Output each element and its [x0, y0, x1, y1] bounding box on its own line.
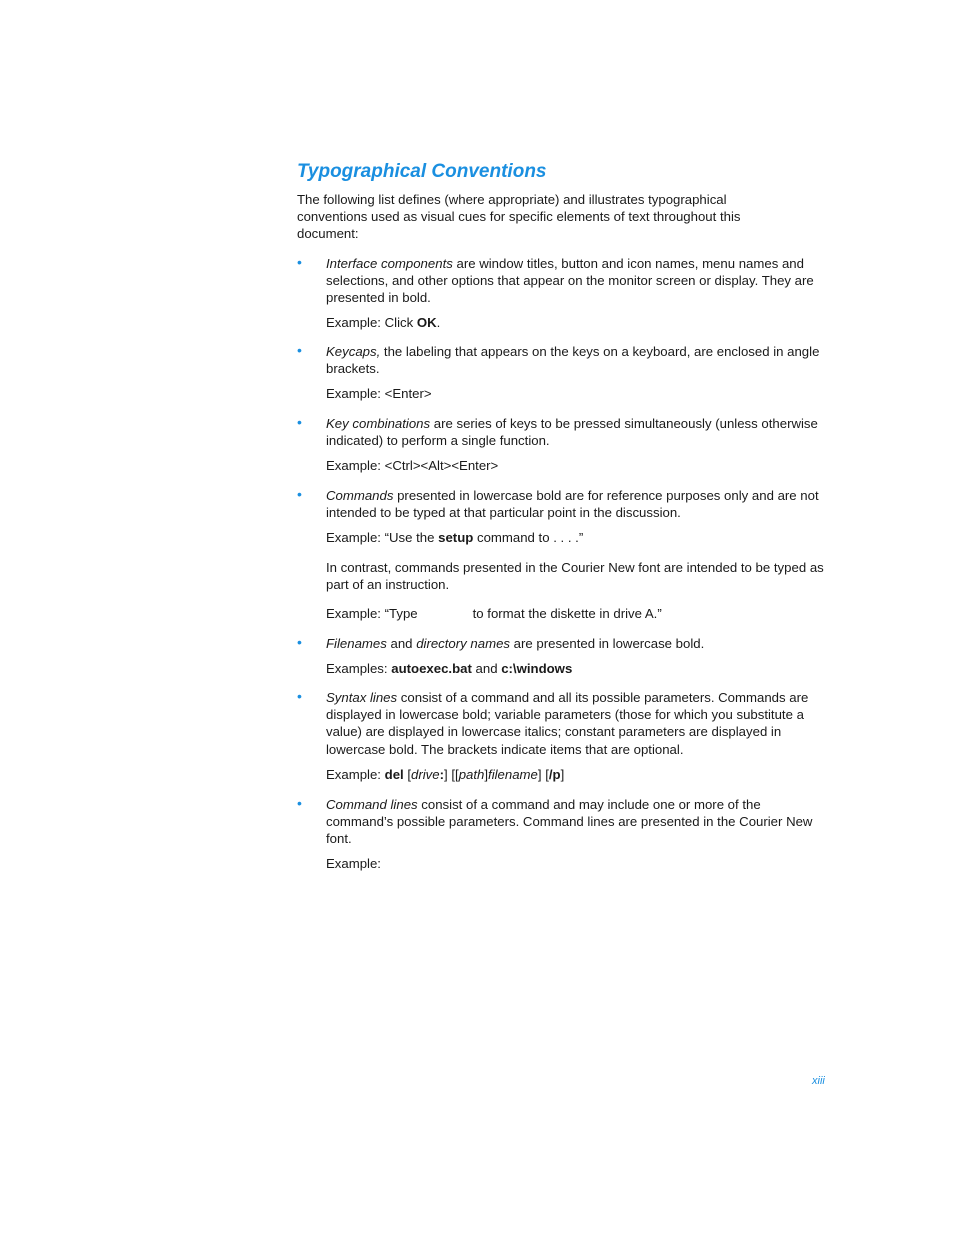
- syntax-switch: /p: [548, 767, 561, 782]
- list-item-commands: [297, 487, 827, 521]
- term: Filenames: [326, 636, 387, 651]
- term: Commands: [326, 488, 394, 503]
- example-key-combinations: Example: <Ctrl><Alt><Enter>: [326, 458, 499, 473]
- contrast-paragraph: In contrast, commands presented in the Courier New font are intended to be typed as part of an instruction.: [326, 560, 824, 593]
- list-item-filenames: [297, 635, 827, 652]
- item-text: consist of a command and may include one or more of the command’s possible parameters. Command lines are presented in the Courier New font.: [326, 797, 813, 847]
- term: Command lines: [326, 797, 418, 812]
- example-bold: setup: [438, 530, 474, 545]
- example-prefix: Examples:: [326, 661, 392, 676]
- item-text: are series of keys to be pressed simultaneously (unless otherwise indicated) to perform a single function.: [326, 416, 818, 449]
- syntax-bracket: ]: [560, 767, 565, 782]
- page-title: Typographical Conventions: [297, 161, 547, 182]
- term: Interface components: [326, 256, 453, 271]
- example-commands: [326, 529, 583, 546]
- example-bold: OK: [416, 315, 437, 330]
- syntax-bracket: ] [[: [444, 767, 459, 782]
- list-item-syntax-lines: [297, 689, 827, 758]
- example-suffix: command to . . . .”: [473, 530, 584, 545]
- syntax-colon: :: [439, 767, 445, 782]
- bullet-icon: •: [297, 486, 302, 502]
- example-keycaps: Example: <Enter>: [326, 386, 432, 401]
- page-number: xiii: [812, 1075, 825, 1087]
- bullet-icon: •: [297, 795, 302, 811]
- bullet-icon: •: [297, 254, 302, 270]
- syntax-bracket: ] [: [537, 767, 549, 782]
- list-item-key-combinations: [297, 415, 827, 449]
- bullet-icon: •: [297, 414, 302, 430]
- example-mid: and: [471, 661, 502, 676]
- example-prefix: Example: “Type: [326, 606, 418, 621]
- example-bold-2: c:\windows: [501, 661, 573, 676]
- example-filenames: [326, 660, 572, 677]
- bullet-icon: •: [297, 342, 302, 358]
- syntax-command: del: [384, 767, 404, 782]
- example-courier-command: [326, 605, 662, 622]
- syntax-filename: filename: [488, 767, 538, 782]
- example-suffix: to format the diskette in drive A.”: [472, 606, 662, 621]
- example-prefix: Example:: [326, 767, 385, 782]
- example-bold: autoexec.bat: [391, 661, 472, 676]
- example-suffix: .: [436, 315, 441, 330]
- bullet-icon: •: [297, 688, 302, 704]
- item-text: are window titles, button and icon names, menu names and selections, and other options that appear on the monitor screen or display. They are presented in bold.: [326, 256, 814, 306]
- bullet-icon: •: [297, 634, 302, 650]
- term: Syntax lines: [326, 690, 398, 705]
- syntax-path: path: [458, 767, 485, 782]
- example-syntax-line: [326, 766, 564, 783]
- item-text: are presented in lowercase bold.: [510, 636, 705, 651]
- list-item-interface-components: [297, 255, 827, 307]
- term-2: directory names: [416, 636, 511, 651]
- term: Keycaps,: [326, 344, 381, 359]
- item-text: presented in lowercase bold are for reference purposes only and are not intended to be typed at that particular point in the discussion.: [326, 488, 819, 521]
- syntax-drive: drive: [411, 767, 440, 782]
- example-prefix: Example: “Use the: [326, 530, 439, 545]
- syntax-bracket: [: [403, 767, 412, 782]
- item-text: the labeling that appears on the keys on a keyboard, are enclosed in angle brackets.: [326, 344, 820, 377]
- syntax-bracket: ]: [484, 767, 489, 782]
- example-command-lines: Example:: [326, 856, 381, 871]
- example-interface-components: [326, 314, 440, 331]
- item-text-mid: and: [386, 636, 417, 651]
- term: Key combinations: [326, 416, 431, 431]
- list-item-keycaps: [297, 343, 827, 377]
- intro-paragraph: The following list defines (where appropriate) and illustrates typographical conventions used as visual cues for specific elements of text throughout this document:: [297, 192, 741, 241]
- list-item-command-lines: [297, 796, 827, 848]
- item-text: consist of a command and all its possible parameters. Commands are displayed in lowercase bold; variable parameters (those for which you substitute a value) are displayed in lowercase italics; constant parameters are displayed in lowercase bold. The brackets indicate items that are optional.: [326, 690, 809, 757]
- example-prefix: Example: Click: [326, 315, 417, 330]
